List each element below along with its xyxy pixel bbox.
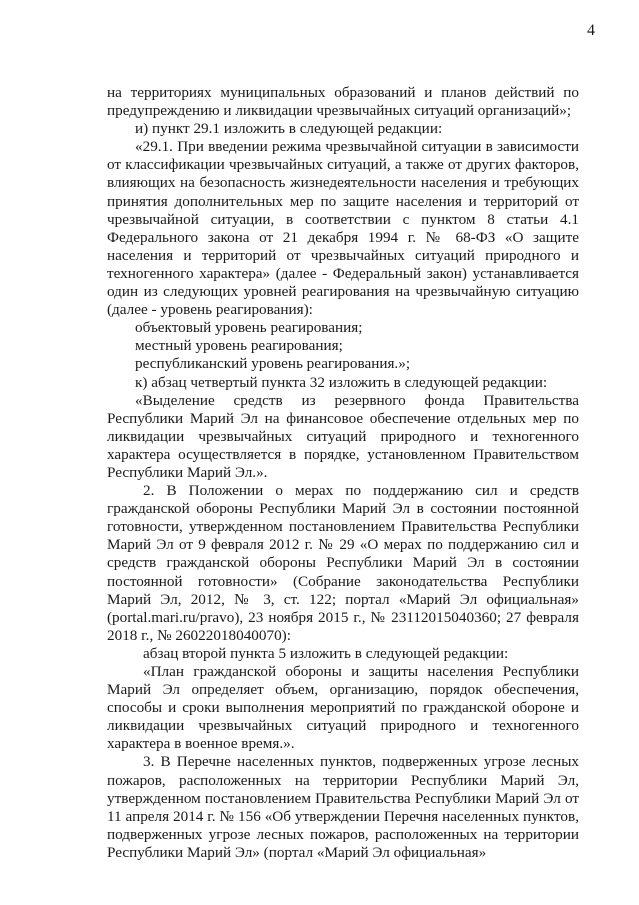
paragraph-clause-29-1: «29.1. При введении режима чрезвычайной ситуации в зависимости от классификации чрезвычайных ситуаций, а также от других факторов, влияющих на безопасность жизнедеятельности населения и требующих принятия дополнительных мер по защите населения и территорий от чрезвычайной ситуации, в соответствии с пунктом 8 статьи 4.1 Федерального закона от 21 декабря 1994 г. № 68-ФЗ «О защите населения и территорий от чрезвычайных ситуаций природного и техногенного характера» (далее - Федеральный закон) устанавливается один из следующих уровней реагирования на чрезвычайную ситуацию (далее - уровень реагирования):	[107, 138, 579, 319]
paragraph-continuation: на территориях муниципальных образований и планов действий по предупреждению и ликвидации чрезвычайных ситуаций организаций»;	[107, 84, 579, 120]
paragraph-item-k: к) абзац четвертый пункта 32 изложить в следующей редакции:	[135, 373, 548, 391]
paragraph-clause-5: абзац второй пункта 5 изложить в следующей редакции:	[143, 644, 509, 662]
paragraph-reserve-fund: «Выделение средств из резервного фонда Правительства Республики Марий Эл на финансовое обеспечение отдельных мер по ликвидации чрезвычайных ситуаций природного и техногенного характера осуществляется в порядке, установленном Правительством Республики Марий Эл.».	[107, 391, 579, 481]
page-number: 4	[587, 22, 595, 39]
document-body	[107, 84, 579, 862]
paragraph-level-local: местный уровень реагирования;	[135, 337, 343, 355]
paragraph-civil-defense-plan: «План гражданской обороны и защиты населения Республики Марий Эл определяет объем, организацию, порядок обеспечения, способы и сроки выполнения мероприятий по гражданской обороне и ликвидации чрезвычайных ситуаций природного и техногенного характера в военное время.».	[107, 663, 579, 753]
paragraph-level-object: объектовый уровень реагирования;	[135, 319, 363, 337]
paragraph-level-republic: республиканский уровень реагирования.»;	[135, 355, 411, 373]
paragraph-section-3: 3. В Перечне населенных пунктов, подверженных угрозе лесных пожаров, расположенных на территории Республики Марий Эл, утвержденном постановлением Правительства Республики Марий Эл от 11 апреля 2014 г. № 156 «Об утверждении Перечня населенных пунктов, подверженных угрозе лесных пожаров, расположенных на территории Республики Марий Эл» (портал «Марий Эл официальная»	[107, 753, 579, 861]
paragraph-item-i: и) пункт 29.1 изложить в следующей редакции:	[135, 120, 443, 138]
paragraph-section-2: 2. В Положении о мерах по поддержанию сил и средств гражданской обороны Республики Марий Эл в состоянии постоянной готовности, утвержденном постановлением Правительства Республики Марий Эл от 9 февраля 2012 г. № 29 «О мерах по поддержанию сил и средств гражданской обороны Республики Марий Эл в состоянии постоянной готовности» (Собрание законодательства Республики Марий Эл, 2012, № 3, ст. 122; портал «Марий Эл официальная» (portal.mari.ru/pravo), 23 ноября 2015 г., № 23112015040360; 27 февраля 2018 г., № 26022018040070):	[107, 482, 579, 644]
